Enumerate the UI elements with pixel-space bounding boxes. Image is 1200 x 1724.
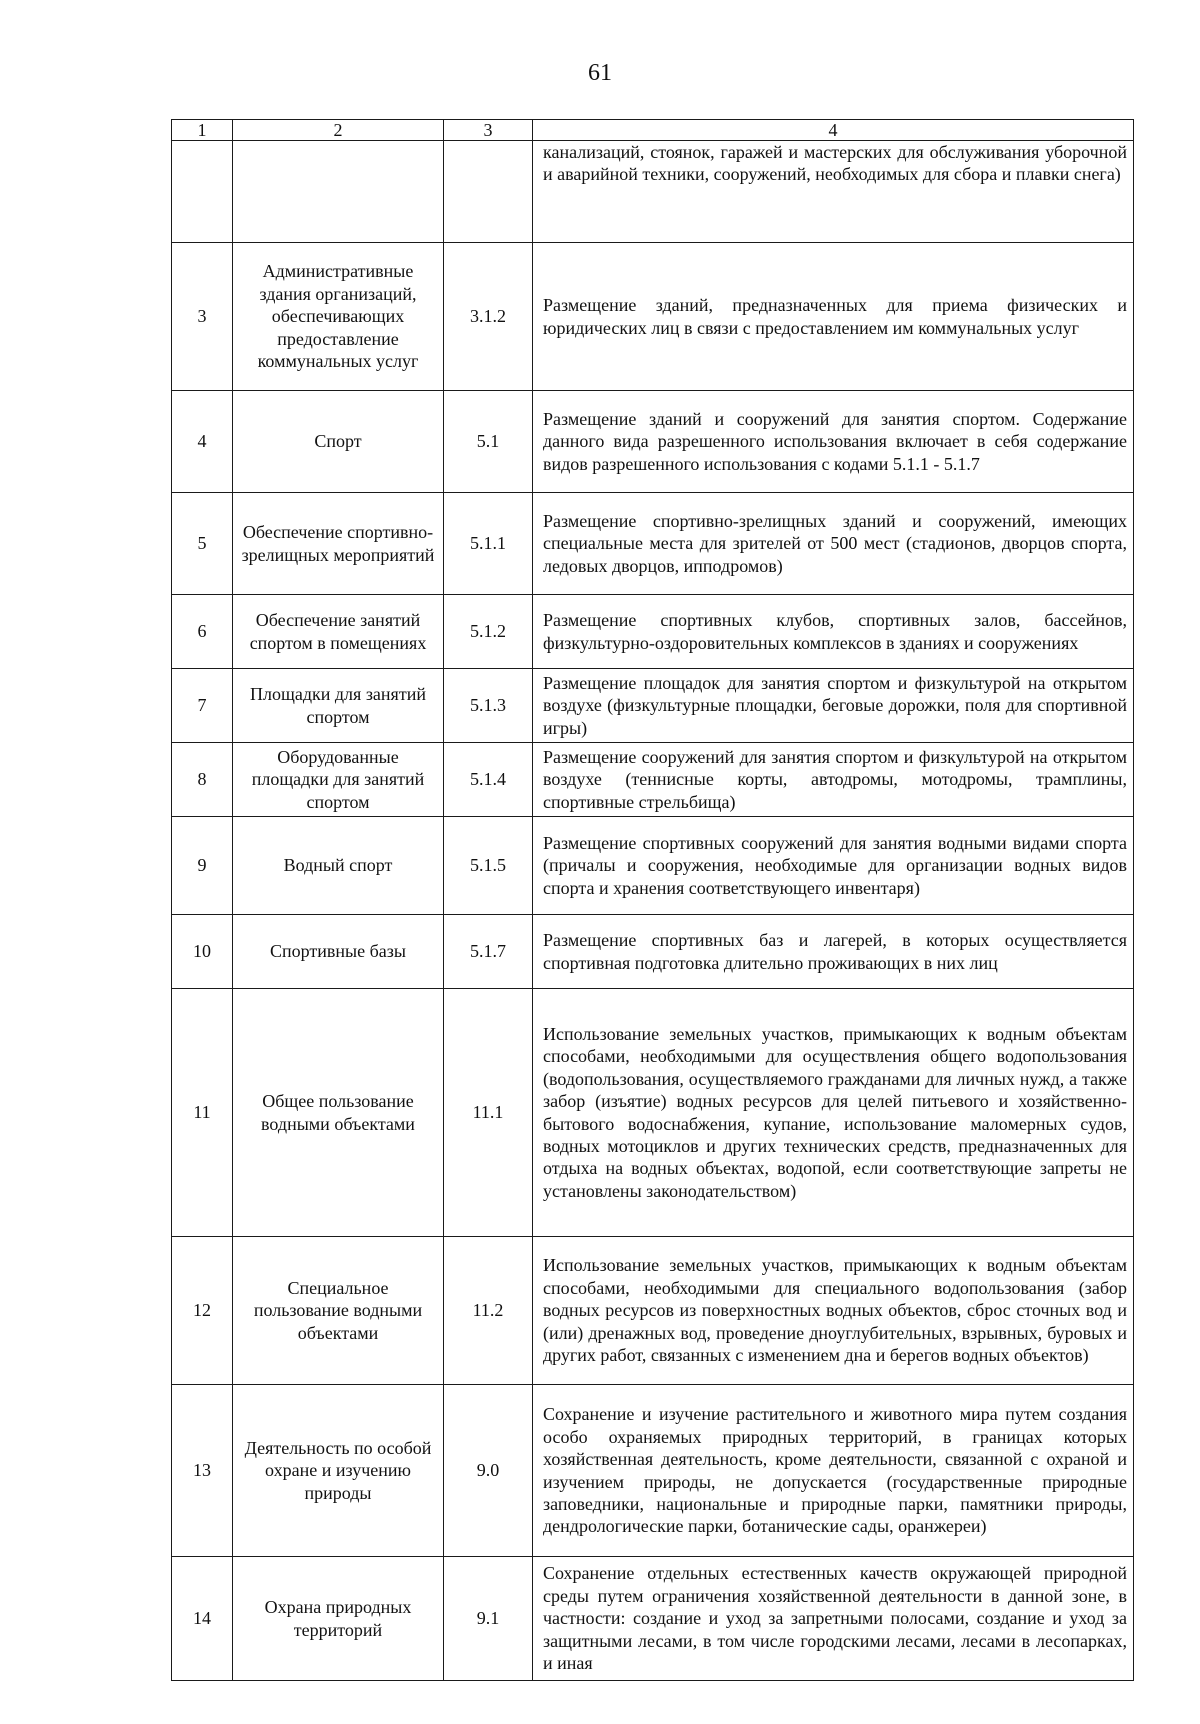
row-number: 7 xyxy=(172,669,233,743)
row-number xyxy=(172,141,233,243)
row-description: Размещение спортивно-зрелищных зданий и сооружений, имеющих специальные места для зрителей от 500 мест (стадионов, дворцов спорта, ледовых дворцов, ипподромов) xyxy=(533,493,1134,595)
row-name: Обеспечение занятий спортом в помещениях xyxy=(233,595,444,669)
row-name: Спорт xyxy=(233,391,444,493)
row-code: 5.1.5 xyxy=(444,817,533,915)
page-number: 61 xyxy=(588,60,612,86)
row-number: 4 xyxy=(172,391,233,493)
row-description: Размещение зданий и сооружений для занятия спортом. Содержание данного вида разрешенного использования включает в себя содержание видов разрешенного использования с кодами 5.1.1 - 5.1.7 xyxy=(533,391,1134,493)
table-row xyxy=(172,1557,1134,1681)
row-name: Обеспечение спортивно-зрелищных мероприятий xyxy=(233,493,444,595)
row-name: Специальное пользование водными объектами xyxy=(233,1237,444,1385)
row-number: 13 xyxy=(172,1385,233,1557)
row-description: канализаций, стоянок, гаражей и мастерских для обслуживания уборочной и аварийной техники, сооружений, необходимых для сбора и плавки снега) xyxy=(533,141,1134,243)
row-name: Оборудованные площадки для занятий спортом xyxy=(233,743,444,817)
row-code: 5.1.4 xyxy=(444,743,533,817)
column-header-number: 1 xyxy=(172,120,233,141)
table-row xyxy=(172,243,1134,391)
column-header-description: 4 xyxy=(533,120,1134,141)
row-number: 3 xyxy=(172,243,233,391)
row-code: 9.0 xyxy=(444,1385,533,1557)
column-header-code: 3 xyxy=(444,120,533,141)
table-row xyxy=(172,669,1134,743)
row-number: 5 xyxy=(172,493,233,595)
row-code: 5.1.2 xyxy=(444,595,533,669)
table-row xyxy=(172,595,1134,669)
row-name: Охрана природных территорий xyxy=(233,1557,444,1681)
row-description: Использование земельных участков, примыкающих к водным объектам способами, необходимыми для специального водопользования (забор водных ресурсов из поверхностных водных объектов, сброс сточных вод и (или) дренажных вод, проведение дноуглубительных, взрывных, буровых и других работ, связанных с изменением дна и берегов водных объектов) xyxy=(533,1237,1134,1385)
table-row xyxy=(172,1385,1134,1557)
row-name: Деятельность по особой охране и изучению природы xyxy=(233,1385,444,1557)
row-code: 5.1.7 xyxy=(444,915,533,989)
row-code: 11.1 xyxy=(444,989,533,1237)
row-code: 11.2 xyxy=(444,1237,533,1385)
row-name: Спортивные базы xyxy=(233,915,444,989)
row-name xyxy=(233,141,444,243)
row-description: Размещение площадок для занятия спортом и физкультурой на открытом воздухе (физкультурные площадки, беговые дорожки, поля для спортивной игры) xyxy=(533,669,1134,743)
row-number: 14 xyxy=(172,1557,233,1681)
row-code: 5.1.3 xyxy=(444,669,533,743)
row-code: 3.1.2 xyxy=(444,243,533,391)
table-row xyxy=(172,493,1134,595)
table-row xyxy=(172,1237,1134,1385)
row-code: 9.1 xyxy=(444,1557,533,1681)
row-code: 5.1 xyxy=(444,391,533,493)
row-code: 5.1.1 xyxy=(444,493,533,595)
row-number: 12 xyxy=(172,1237,233,1385)
row-description: Использование земельных участков, примыкающих к водным объектам способами, необходимыми для осуществления общего водопользования (водопользования, осуществляемого гражданами для личных нужд, а также забор (изъятие) водных ресурсов для целей питьевого и хозяйственно-бытового водоснабжения, купание, использование маломерных судов, водных мотоциклов и других технических средств, предназначенных для отдыха на водных объектах, водопой, если соответствующие запреты не установлены законодательством) xyxy=(533,989,1134,1237)
table-row xyxy=(172,141,1134,243)
table-row xyxy=(172,989,1134,1237)
table-row xyxy=(172,391,1134,493)
table-row xyxy=(172,817,1134,915)
row-number: 10 xyxy=(172,915,233,989)
row-description: Размещение спортивных баз и лагерей, в которых осуществляется спортивная подготовка длительно проживающих в них лиц xyxy=(533,915,1134,989)
land-use-table xyxy=(171,119,1134,1681)
row-code xyxy=(444,141,533,243)
table-row xyxy=(172,743,1134,817)
row-name: Общее пользование водными объектами xyxy=(233,989,444,1237)
table-row xyxy=(172,915,1134,989)
table-header-row xyxy=(172,120,1134,141)
row-description: Размещение спортивных сооружений для занятия водными видами спорта (причалы и сооружения, необходимые для организации водных видов спорта и хранения соответствующего инвентаря) xyxy=(533,817,1134,915)
row-description: Размещение спортивных клубов, спортивных залов, бассейнов, физкультурно-оздоровительных комплексов в зданиях и сооружениях xyxy=(533,595,1134,669)
row-description: Сохранение отдельных естественных качеств окружающей природной среды путем ограничения хозяйственной деятельности в данной зоне, в частности: создание и уход за запретными полосами, создание и уход за защитными лесами, в том числе городскими лесами, лесами в лесопарках, и иная xyxy=(533,1557,1134,1681)
column-header-name: 2 xyxy=(233,120,444,141)
row-number: 6 xyxy=(172,595,233,669)
row-description: Размещение сооружений для занятия спортом и физкультурой на открытом воздухе (теннисные корты, автодромы, мотодромы, трамплины, спортивные стрельбища) xyxy=(533,743,1134,817)
row-name: Водный спорт xyxy=(233,817,444,915)
row-name: Площадки для занятий спортом xyxy=(233,669,444,743)
row-name: Административные здания организаций, обеспечивающих предоставление коммунальных услуг xyxy=(233,243,444,391)
row-number: 9 xyxy=(172,817,233,915)
row-description: Размещение зданий, предназначенных для приема физических и юридических лиц в связи с предоставлением им коммунальных услуг xyxy=(533,243,1134,391)
row-number: 8 xyxy=(172,743,233,817)
row-description: Сохранение и изучение растительного и животного мира путем создания особо охраняемых природных территорий, в границах которых хозяйственная деятельность, кроме деятельности, связанной с охраной и изучением природы, не допускается (государственные природные заповедники, национальные и природные парки, памятники природы, дендрологические парки, ботанические сады, оранжереи) xyxy=(533,1385,1134,1557)
row-number: 11 xyxy=(172,989,233,1237)
